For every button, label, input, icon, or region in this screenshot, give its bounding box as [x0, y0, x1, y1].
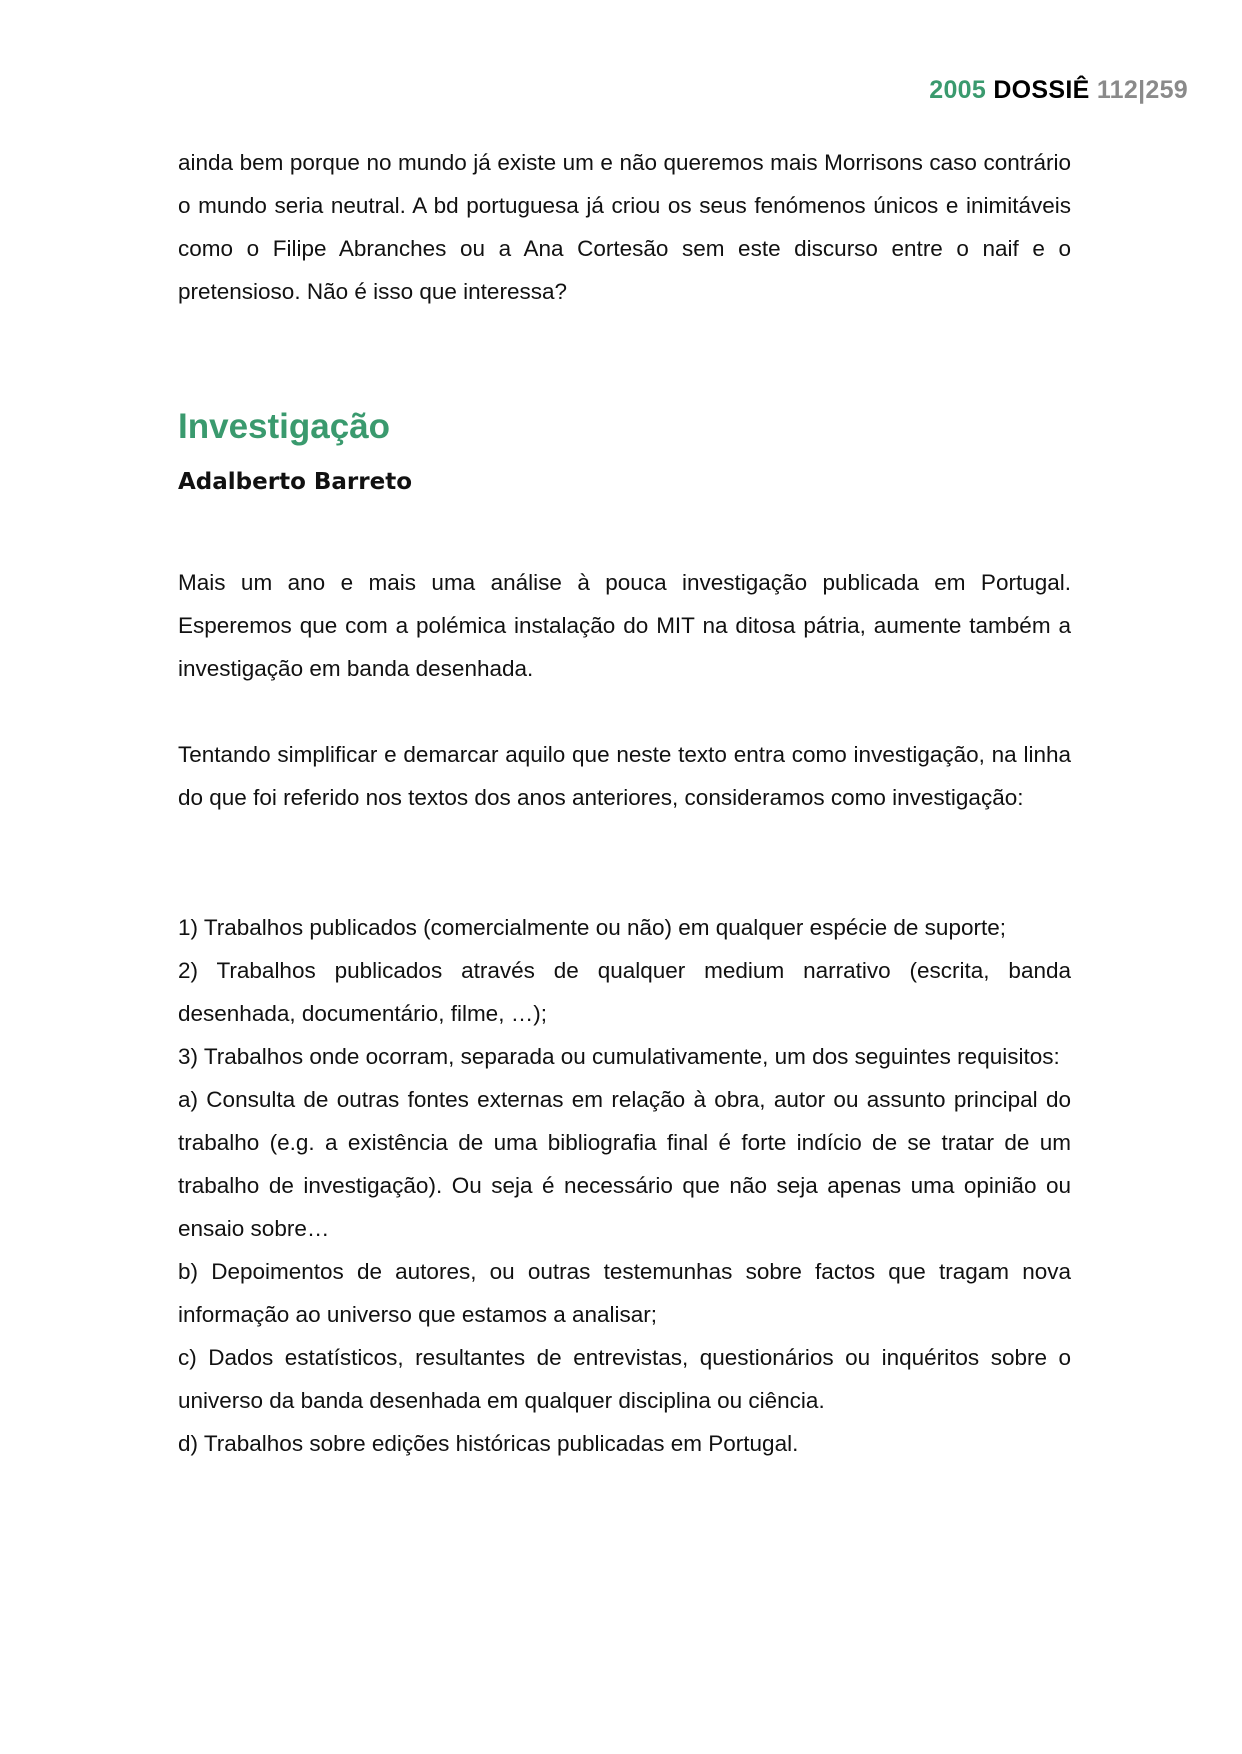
list-item: 1) Trabalhos publicados (comercialmente ou não) em qualquer espécie de suporte;: [178, 915, 1006, 940]
list-item: b) Depoimentos de autores, ou outras testemunhas sobre factos que tragam nova informação ao universo que estamos a analisar;: [178, 1259, 1071, 1327]
paragraph-1-block: [178, 561, 1071, 690]
list-item: a) Consulta de outras fontes externas em relação à obra, autor ou assunto principal do trabalho (e.g. a existência de uma bibliografia final é forte indício de se tratar de um trabalho de investigação). Ou seja é necessário que não seja apenas uma opinião ou ensaio sobre…: [178, 1087, 1071, 1241]
intro-block: [178, 141, 1071, 313]
body-paragraph: Tentando simplificar e demarcar aquilo que neste texto entra como investigação, na linha do que foi referido nos textos dos anos anteriores, consideramos como investigação:: [178, 742, 1071, 810]
page-header: [929, 76, 1188, 105]
list-item: 2) Trabalhos publicados através de qualquer medium narrativo (escrita, banda desenhada, documentário, filme, …);: [178, 958, 1071, 1026]
header-year: 2005: [929, 76, 987, 104]
header-title: DOSSIÊ: [993, 76, 1090, 104]
header-page-number: 112|259: [1096, 76, 1188, 104]
list-item: 3) Trabalhos onde ocorram, separada ou cumulativamente, um dos seguintes requisitos:: [178, 1044, 1060, 1069]
list-item: c) Dados estatísticos, resultantes de entrevistas, questionários ou inquéritos sobre o universo da banda desenhada em qualquer disciplina ou ciência.: [178, 1345, 1071, 1413]
list-item: d) Trabalhos sobre edições históricas publicadas em Portugal.: [178, 1431, 799, 1456]
intro-paragraph: ainda bem porque no mundo já existe um e não queremos mais Morrisons caso contrário o mundo seria neutral. A bd portuguesa já criou os seus fenómenos únicos e inimitáveis como o Filipe Abranches ou a Ana Cortesão sem este discurso entre o naif e o pretensioso. Não é isso que interessa?: [178, 150, 1071, 304]
paragraph-2-block: [178, 733, 1071, 819]
body-paragraph: Mais um ano e mais uma análise à pouca investigação publicada em Portugal. Esperemos que com a polémica instalação do MIT na ditosa pátria, aumente também a investigação em banda desenhada.: [178, 570, 1071, 681]
section-heading-block: [178, 405, 1071, 497]
section-author: Adalberto Barreto: [178, 469, 413, 495]
section-title: Investigação: [178, 407, 391, 446]
criteria-list: [178, 906, 1071, 1465]
